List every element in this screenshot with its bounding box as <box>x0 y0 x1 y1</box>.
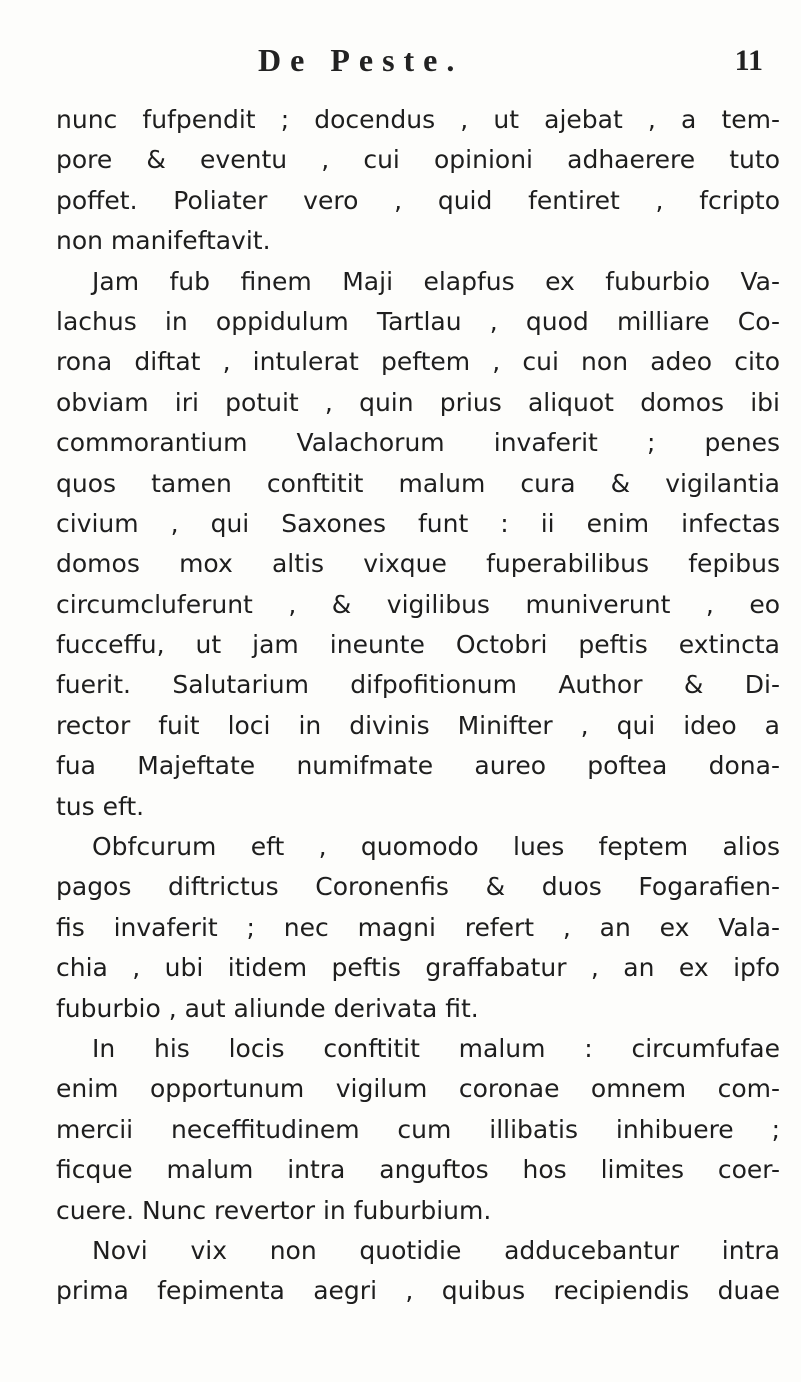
text-line: civium , qui Saxones funt : ii enim infectas <box>56 508 780 538</box>
text-line: prima fepimenta aegri , quibus recipiendis duae <box>56 1276 780 1306</box>
text-line: chia , ubi itidem peftis graffabatur , an ex ipfo <box>56 953 780 983</box>
text-line: quos tamen conftitit malum cura & vigilantia <box>56 468 780 498</box>
text-line: Novi vix non quotidie adducebantur intra <box>92 1235 780 1265</box>
text-line: rector fuit loci in divinis Minifter , qui ideo a <box>56 710 780 740</box>
text-line: circumcluferunt , & vigilibus muniverunt , eo <box>56 589 780 619</box>
text-line: rona diftat , intulerat peftem , cui non adeo cito <box>56 347 780 377</box>
text-line: obviam iri potuit , quin prius aliquot domos ibi <box>56 387 780 417</box>
text-line: tus eft. <box>56 791 145 821</box>
text-line: fuerit. Salutarium difpofitionum Author & Di- <box>56 670 780 700</box>
running-title: De Peste. <box>258 42 464 78</box>
text-line: pagos diftrictus Coronenfis & duos Fogarafien- <box>56 872 780 902</box>
text-line: domos mox altis vixque fuperabilibus fepibus <box>56 549 780 579</box>
text-line: Jam fub finem Maji elapfus ex fuburbio Va- <box>92 266 780 296</box>
text-line: In his locis conftitit malum : circumfufae <box>92 1033 780 1063</box>
text-line: mercii neceffitudinem cum illibatis inhibuere ; <box>56 1114 780 1144</box>
page-number: 11 <box>734 44 763 77</box>
text-line: enim opportunum vigilum coronae omnem com- <box>56 1074 780 1104</box>
text-line: ficque malum intra anguftos hos limites coer- <box>56 1155 780 1185</box>
text-line: lachus in oppidulum Tartlau , quod milliare Co- <box>56 306 780 336</box>
text-line: fis invaferit ; nec magni refert , an ex Vala- <box>56 912 780 942</box>
text-line: cuere. Nunc revertor in fuburbium. <box>56 1195 492 1225</box>
text-line: poffet. Poliater vero , quid fentiret , fcripto <box>56 185 780 215</box>
text-line: fuburbio , aut aliunde derivata fit. <box>56 993 479 1023</box>
text-line: non manifeftavit. <box>56 226 271 256</box>
text-line: nunc fufpendit ; docendus , ut ajebat , a tem- <box>56 105 780 134</box>
text-line: fua Majeftate numifmate aureo poftea dona- <box>56 751 780 781</box>
text-line: pore & eventu , cui opinioni adhaerere tuto <box>56 145 780 175</box>
running-head <box>0 40 801 90</box>
text-line: commorantium Valachorum invaferit ; penes <box>56 428 780 458</box>
text-line: Obfcurum eft , quomodo lues feptem alios <box>92 832 780 862</box>
body-text <box>56 100 780 1312</box>
text-line: fucceffu, ut jam ineunte Octobri peftis extincta <box>56 630 780 660</box>
